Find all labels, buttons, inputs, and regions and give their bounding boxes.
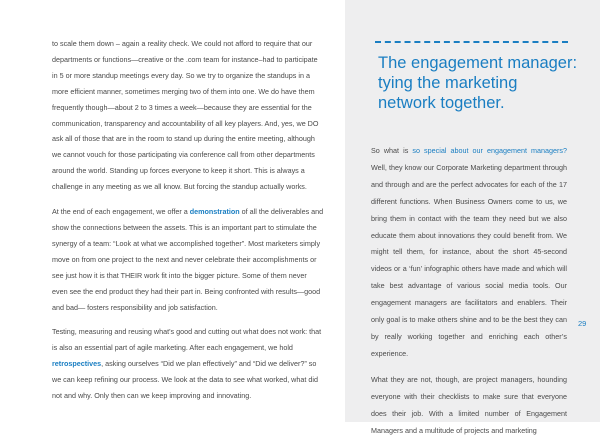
paragraph-demonstration [52,204,324,315]
text-run: Well, they know our Corporate Marketing department through and through and are the perfect advocates for each of the 17 different functions. When Business Owners come to us, we bring them in contact with the team they need but we also educate them about innovations they could benefit from. We might tell them, for instance, about the short 45-second videos or a ‘fun’ infographic others have made and which will take best advantage of various social media tools. Our engagement managers are facilitators and enablers. Their only goal is to make others shine and to be the best they can by really working together and enriching each other’s experience. [371,162,567,358]
highlight-retrospectives: retrospectives [52,359,102,369]
paragraph-standups: to scale them down – again a reality check. We could not afford to require that our departments or functions—creative or the .com team for instance–had to participate in 5 or more standup meetings every day. So we try to organize the standups in a more efficient manner, sometimes merging two of them into one. We do have them frequently though—about 2 to 3 times a week—because they are essential for the communication, transparency and accountability of all key players. And, yes, we DO ask all of those that are in the room to stand up during the entire meeting, although we cannot vouch for those participating via conference call from other departments around the world. Standing up forces everyone to keep it short. This is always a challenge in any meeting as we all know. But forcing the standup actually works. [52,39,319,192]
headline-accent: The engagement manager: [378,54,578,72]
headline-rest: tying the marketing network together. [378,74,518,112]
right-text-column [371,143,567,439]
paragraph-not-project-managers: What they are not, though, are project managers, hounding everyone with their checklists to make sure that everyone does their job. With a limited number of Engagement Managers and a multitude of projects and marketing [371,374,567,435]
highlight-demonstration: demonstration [189,207,240,217]
section-headline [378,53,578,113]
page-number: 29 [578,319,587,328]
text-run: Testing, measuring and reusing what’s good and cutting out what does not work: that is also an essential part of agile marketing. After each engagement, we hold [52,327,322,353]
highlight-question: so special about our engagement managers? [412,146,568,155]
paragraph-retrospectives [52,324,324,404]
left-text-column [52,36,324,404]
headline-dashed-rule [375,41,568,43]
paragraph-engagement-managers [371,143,567,363]
text-run: So what is [371,146,413,155]
text-run: , asking ourselves “Did we plan effectively” and “Did we deliver?” so we can keep refining our process. We look at the data to see what worked, what did not and why. Only then can we keep improving and innovating. [52,359,318,401]
text-run: of all the deliverables and show the connections between the assets. This is an important part to stimulate the synergy of a team: “Look at what we accomplished together”. Most marketers simply move on from one project to the next and never celebrate their accomplishments or see just how it is that THEIR work fit into the bigger picture. Some of them never even see the end product they had their part in. Being confronted with results—good and bad— fosters responsibility and job satisfaction. [52,207,324,312]
text-run: At the end of each engagement, we offer a [52,207,190,217]
